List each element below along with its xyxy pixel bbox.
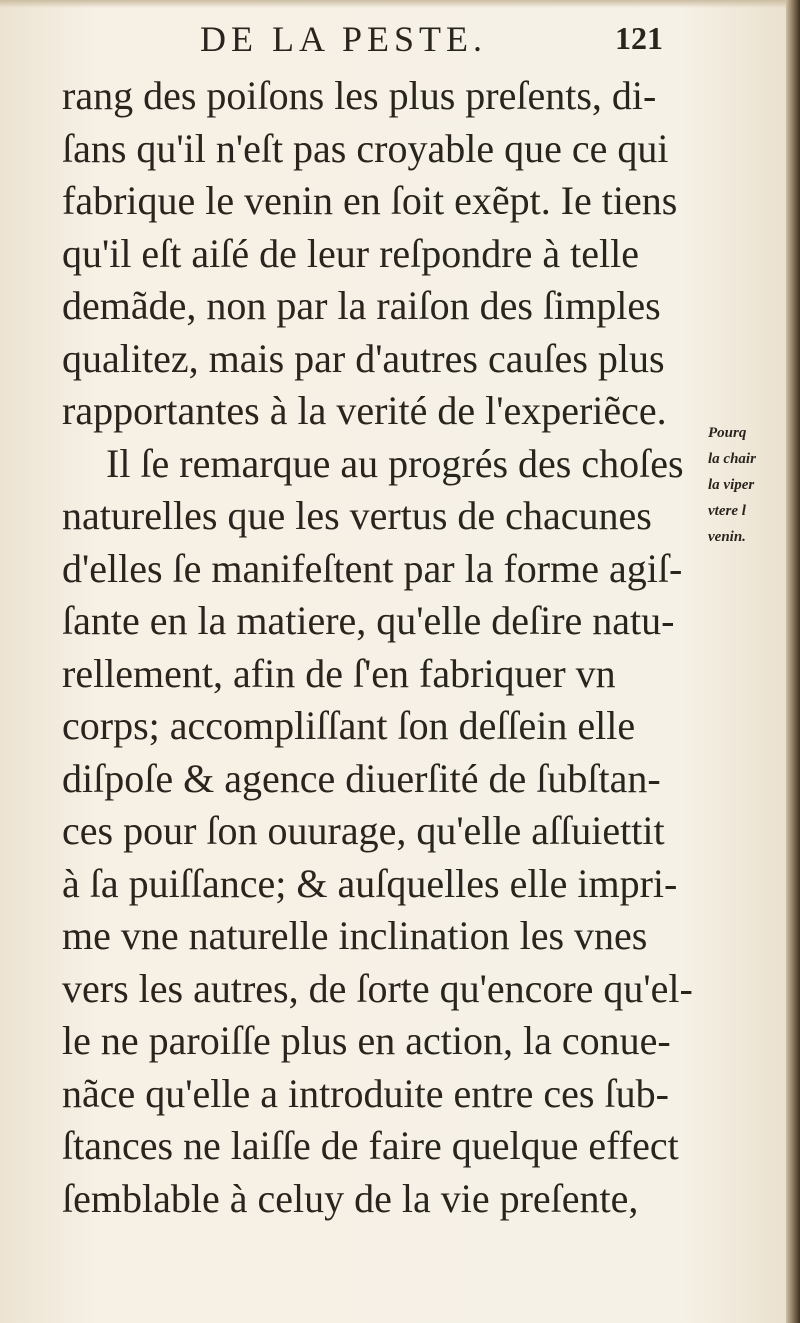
text-line: me vne naturelle inclination les vnes [62,913,648,958]
paragraph-start-line: Il ſe remarque au progrés des choſes [106,440,684,486]
text-line: rapportantes à la verité de l'experiẽce. [62,388,667,433]
text-line: corps; accompliſſant ſon deſſein elle [62,703,636,748]
text-line: naturelles que les vertus de chacunes [62,493,652,538]
text-line: qualitez, mais par d'autres cauſes plus [62,335,665,381]
text-line: vers les autres, de ſorte qu'encore qu'el- [62,965,693,1011]
text-line: le ne paroiſſe plus en action, la conue- [62,1018,671,1063]
margin-note-line: la viper [708,477,755,493]
margin-note [708,420,798,550]
margin-note-line: la chair [708,451,756,467]
text-line: ſans qu'il n'eſt pas croyable que ce qui [62,125,669,171]
text-line: ſtances ne laiſſe de faire quelque effect [62,1123,679,1168]
page-top-shadow [0,0,800,8]
text-line: diſpoſe & agence diuerſité de ſubſtan- [62,755,661,801]
margin-note-line: venin. [708,529,746,545]
text-line: rellement, afin de ſ'en fabriquer vn [62,650,616,696]
running-title: DE LA PESTE. [200,19,488,59]
text-line: demãde, non par la raiſon des ſimples [62,283,661,328]
page-header [0,18,800,68]
text-line: rang des poiſons les plus preſents, di- [62,73,657,118]
text-line: d'elles ſe manifeſtent par la forme agiſ- [62,545,683,591]
text-line: nãce qu'elle a introduite entre ces ſub- [62,1070,669,1116]
page-fore-edge [786,0,800,1323]
text-line: à ſa puiſſance; & auſquelles elle impri- [62,860,678,906]
text-line: qu'il eſt aiſé de leur reſpondre à telle [62,230,639,276]
text-line: fabrique le venin en ſoit exẽpt. Ie tiens [62,178,678,223]
text-line: ſante en la matiere, qu'elle deſire natu- [62,598,675,643]
margin-note-line: vtere l [708,503,746,519]
text-line: ces pour ſon ouurage, qu'elle aſſuiettit [62,808,665,853]
text-line: ſemblable à celuy de la vie preſente, [62,1175,639,1221]
page-number: 121 [615,20,663,56]
body-text [62,70,712,1225]
margin-note-line: Pourq [708,425,747,441]
